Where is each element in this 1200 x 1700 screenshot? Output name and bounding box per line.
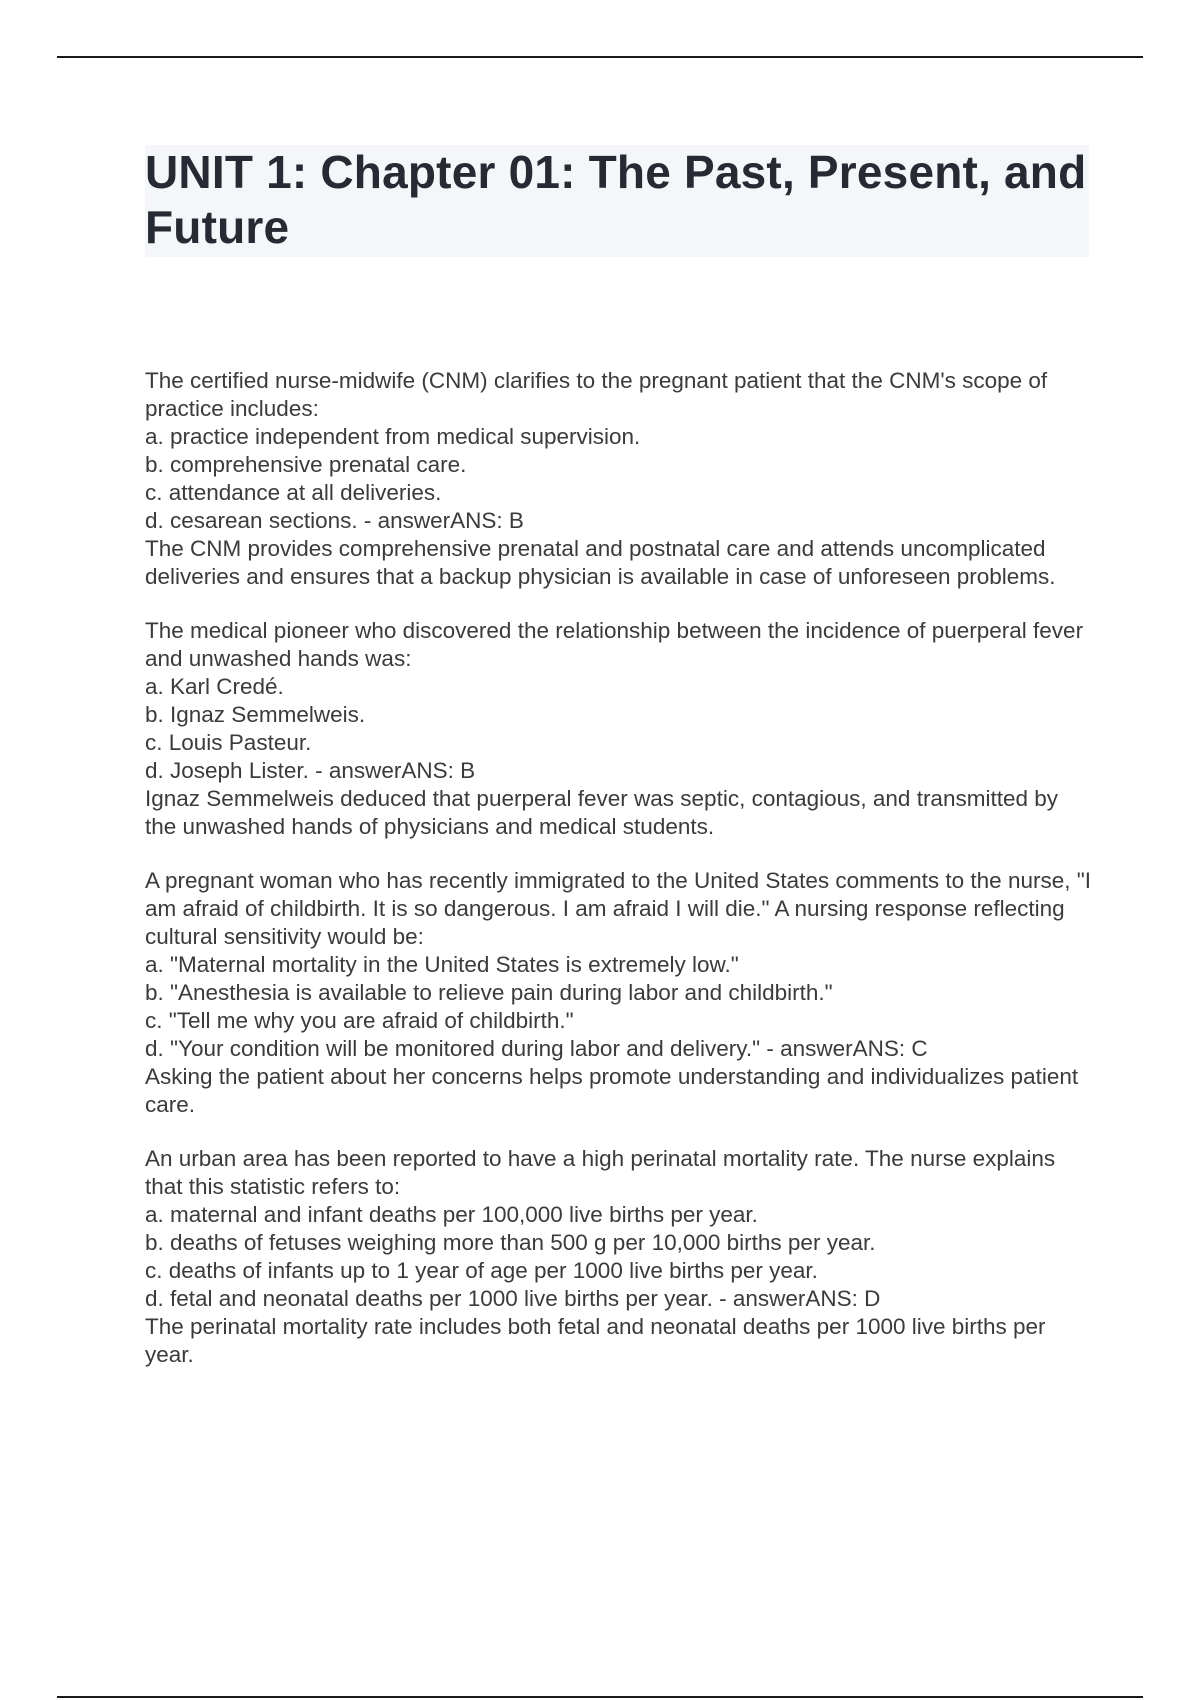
answer-option: b. "Anesthesia is available to relieve pain during labor and childbirth." — [145, 980, 833, 1005]
answer-option: a. Karl Credé. — [145, 674, 284, 699]
answer-option: a. maternal and infant deaths per 100,000 live births per year. — [145, 1202, 758, 1227]
answer-rationale: Ignaz Semmelweis deduced that puerperal fever was septic, contagious, and transmitted by the unwashed hands of physicians and medical students. — [145, 786, 1058, 839]
answer-rationale: Asking the patient about her concerns helps promote understanding and individualizes patient care. — [145, 1064, 1079, 1117]
question-item — [145, 367, 1095, 591]
answer-option: b. deaths of fetuses weighing more than 500 g per 10,000 births per year. — [145, 1230, 876, 1255]
top-rule — [57, 56, 1143, 58]
answer-option: d. "Your condition will be monitored during labor and delivery." - answerANS: C — [145, 1036, 928, 1061]
answer-option: c. deaths of infants up to 1 year of age per 1000 live births per year. — [145, 1258, 818, 1283]
answer-option: d. fetal and neonatal deaths per 1000 live births per year. - answerANS: D — [145, 1286, 881, 1311]
answer-option: a. practice independent from medical supervision. — [145, 424, 641, 449]
answer-option: d. Joseph Lister. - answerANS: B — [145, 758, 476, 783]
page-title: UNIT 1: Chapter 01: The Past, Present, and Future — [145, 146, 1087, 253]
answer-option: c. "Tell me why you are afraid of childbirth." — [145, 1008, 574, 1033]
answer-option: b. comprehensive prenatal care. — [145, 452, 467, 477]
answer-option: a. "Maternal mortality in the United States is extremely low." — [145, 952, 739, 977]
question-item — [145, 617, 1095, 841]
question-stem: A pregnant woman who has recently immigrated to the United States comments to the nurse, "I am afraid of childbirth. It is so dangerous. I am afraid I will die." A nursing response reflecting cultural sensitivity would be: — [145, 868, 1091, 949]
answer-rationale: The CNM provides comprehensive prenatal and postnatal care and attends uncomplicated deliveries and ensures that a backup physician is available in case of unforeseen problems. — [145, 536, 1056, 589]
answer-option: c. attendance at all deliveries. — [145, 480, 442, 505]
question-item — [145, 867, 1095, 1119]
question-stem: An urban area has been reported to have a high perinatal mortality rate. The nurse explains that this statistic refers to: — [145, 1146, 1056, 1199]
answer-option: d. cesarean sections. - answerANS: B — [145, 508, 524, 533]
question-item — [145, 1145, 1095, 1369]
answer-option: b. Ignaz Semmelweis. — [145, 702, 366, 727]
title-banner — [145, 145, 1089, 257]
question-stem: The medical pioneer who discovered the relationship between the incidence of puerperal fever and unwashed hands was: — [145, 618, 1084, 671]
answer-option: c. Louis Pasteur. — [145, 730, 312, 755]
bottom-rule — [57, 1696, 1143, 1698]
question-stem: The certified nurse-midwife (CNM) clarifies to the pregnant patient that the CNM's scope of practice includes: — [145, 368, 1048, 421]
answer-rationale: The perinatal mortality rate includes both fetal and neonatal deaths per 1000 live births per year. — [145, 1314, 1046, 1367]
question-list — [145, 367, 1095, 1395]
